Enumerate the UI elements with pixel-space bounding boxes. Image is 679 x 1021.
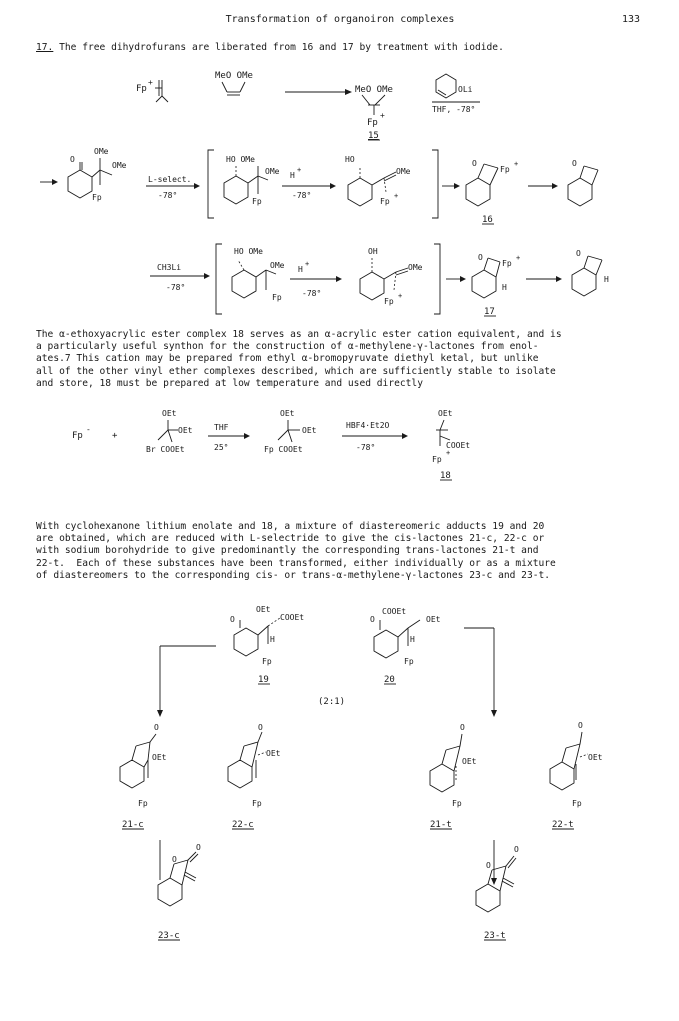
bromopyruvate-ketal	[146, 409, 193, 454]
svg-text:+: +	[514, 160, 519, 168]
fp-c: Fp	[380, 197, 390, 206]
fp-label: Fp	[136, 84, 147, 94]
oet-19: OEt	[256, 605, 271, 614]
svg-text:+: +	[297, 166, 302, 174]
svg-text:+: +	[516, 254, 521, 262]
cond-m78-b: -78°	[292, 191, 312, 200]
oet-2: OEt	[280, 409, 295, 418]
h-17: H	[502, 283, 507, 292]
hbf4-reagent: HBF4·Et2O	[346, 421, 390, 430]
dihydrofuran-17	[572, 249, 609, 296]
lithium-enolate	[432, 74, 480, 114]
running-title: Transformation of organoiron complexes	[225, 14, 455, 25]
thf-reagent: THF	[214, 423, 229, 432]
compound-22c-label: 22-c	[232, 820, 254, 830]
oh-label: OH	[368, 247, 378, 256]
fp-b: Fp	[252, 197, 262, 206]
compound-19-structure	[230, 605, 304, 685]
ketone-o: O	[70, 155, 75, 164]
compound-20-structure	[370, 607, 441, 685]
compound-22t-structure	[550, 721, 603, 830]
paragraph-1-line: ates.7 This cation may be prepared from ethyl α-bromopyruvate diethyl ketal, but unlike	[36, 353, 539, 365]
paragraph-2	[36, 521, 556, 582]
product-fp: Fp	[367, 118, 378, 128]
meo-ome-label: MeO OMe	[215, 71, 253, 81]
vinyl-cation-intermediate	[345, 155, 411, 206]
compound-15-label: 15	[368, 131, 379, 141]
cond-m78-a: -78°	[158, 191, 178, 200]
cond-m78-e: -78°	[356, 443, 376, 452]
h-17b: H	[604, 275, 609, 284]
o-19: O	[230, 615, 235, 624]
ring-o-23t: O	[486, 861, 491, 870]
compound-18-label: 18	[440, 471, 451, 481]
oet-21t: OEt	[462, 757, 477, 766]
bracket-left-2	[216, 244, 222, 314]
fp-19: Fp	[262, 657, 272, 666]
o-17b: O	[576, 249, 581, 258]
o-23c: O	[196, 843, 201, 852]
thf-condition: THF, -78°	[432, 105, 476, 114]
paragraph-2-line: 22-t. Each of these substances have been transformed, either individually or as a mixture	[36, 557, 556, 569]
fp-2: Fp	[272, 293, 282, 302]
svg-text:+: +	[446, 449, 451, 457]
svg-text:+: +	[394, 192, 399, 200]
ketone-adduct	[68, 147, 127, 202]
o-20: O	[370, 615, 375, 624]
paragraph-2-line: With cyclohexanone lithium enolate and 18, a mixture of diastereomeric adducts 19 and 20	[36, 521, 545, 532]
o-16: O	[472, 159, 477, 168]
compound-23t-structure	[476, 845, 519, 941]
dihydrofuran-16	[568, 159, 598, 206]
cond-m78-c: -78°	[166, 283, 186, 292]
compound-21c-label: 21-c	[122, 820, 144, 830]
compound-23c-structure	[158, 843, 201, 941]
bracket-right-2	[434, 244, 440, 314]
svg-text:+: +	[398, 292, 403, 300]
ho-ome: HO OMe	[226, 155, 255, 164]
cooet-19: COOEt	[280, 613, 305, 622]
compound-21c-structure	[120, 723, 167, 830]
svg-text:+: +	[305, 260, 310, 268]
fp-vinyl-cation	[136, 78, 168, 102]
bracket-right	[432, 150, 438, 218]
o-22t: O	[578, 721, 583, 730]
cond-m78-d: -78°	[302, 289, 322, 298]
item-17-text: The free dihydrofurans are liberated from 16 and 17 by treatment with iodide.	[53, 42, 504, 53]
fp-22c: Fp	[252, 799, 262, 808]
ho-label: HO	[345, 155, 355, 164]
h-plus: H	[290, 171, 295, 180]
compound-16-structure	[466, 159, 518, 225]
oet-22t: OEt	[588, 753, 603, 762]
oet-1b: OEt	[178, 426, 193, 435]
paragraph-1-line: and store, 18 must be prepared at low temperature and used directly	[36, 377, 423, 389]
paragraph-1-line: The α-ethoxyacrylic ester complex 18 serves as an α-acrylic ester cation equivalent, and is	[36, 329, 562, 340]
svg-text:+: +	[148, 78, 153, 87]
product-meo-ome: MeO OMe	[355, 85, 393, 95]
h-20: H	[410, 635, 415, 644]
tertiary-alcohol-intermediate	[232, 247, 285, 302]
compound-19-label: 19	[258, 675, 269, 685]
fp-17: Fp	[502, 259, 512, 268]
compound-21t-label: 21-t	[430, 820, 452, 830]
temp-25: 25°	[214, 443, 229, 452]
oet-3: OEt	[438, 409, 453, 418]
ome-2b: OMe	[408, 263, 423, 272]
compound-17-label: 17	[484, 307, 495, 317]
o-22c: O	[258, 723, 263, 732]
o-23t: O	[514, 845, 519, 854]
paragraph-1	[36, 329, 562, 390]
dimethoxy-alkene	[215, 71, 253, 95]
oli-label: OLi	[458, 85, 473, 94]
br-cooet: Br COOEt	[146, 445, 185, 454]
paragraph-1-line: all of the other vinyl ether complexes described, which are sufficiently stable to isolate	[36, 365, 556, 377]
compound-18-structure	[432, 409, 470, 481]
cooet-20: COOEt	[382, 607, 407, 616]
o-16b: O	[572, 159, 577, 168]
fp-18: Fp	[432, 455, 442, 464]
paragraph-2-line: are obtained, which are reduced with L-selectride to give the cis-lactones 21-c, 22-c or	[36, 533, 545, 545]
fp-d: Fp	[500, 165, 510, 174]
fp-21c: Fp	[138, 799, 148, 808]
paragraph-2-line: of diastereomers to the corresponding cis- or trans-α-methylene-γ-lactones 23-c and 23-t.	[36, 569, 551, 581]
fp-left: Fp	[92, 193, 102, 202]
cooet-3: COOEt	[446, 441, 471, 450]
fp-21t: Fp	[452, 799, 462, 808]
ome-side: OMe	[112, 161, 127, 170]
h-19: H	[270, 635, 275, 644]
fp-20: Fp	[404, 657, 414, 666]
fp-cooet: Fp COOEt	[264, 445, 303, 454]
fp-2b: Fp	[384, 297, 394, 306]
ome-2: OMe	[270, 261, 285, 270]
oet-2b: OEt	[302, 426, 317, 435]
svg-text:-: -	[86, 425, 91, 434]
compound-22t-label: 22-t	[552, 820, 574, 830]
ome-top: OMe	[94, 147, 109, 156]
compound-23c-label: 23-c	[158, 931, 180, 941]
lselect-reagent: L-select.	[148, 175, 192, 184]
oet-21c: OEt	[152, 753, 167, 762]
fp-ketal-ester	[264, 409, 317, 454]
compound-17-structure	[472, 253, 520, 317]
oet-20: OEt	[426, 615, 441, 624]
paragraph-2-line: with sodium borohydride to give predominantly the corresponding trans-lactones 21-t and	[36, 545, 539, 557]
diastereomer-ratio: (2:1)	[318, 697, 346, 707]
ome-c: OMe	[396, 167, 411, 176]
plus-sign: +	[112, 431, 118, 441]
ring-o-23c: O	[172, 855, 177, 864]
fp-22t: Fp	[572, 799, 582, 808]
oet-1: OEt	[162, 409, 177, 418]
compound-20-label: 20	[384, 675, 395, 685]
h-plus-2: H	[298, 265, 303, 274]
hydroxy-intermediate	[224, 155, 280, 206]
page-number: 133	[621, 14, 640, 25]
paragraph-1-line: a particularly useful synthon for the construction of α-methylene-γ-lactones from enol-	[36, 341, 539, 353]
vinyl-cation-2	[360, 247, 423, 306]
compound-21t-structure	[430, 723, 477, 830]
fp-anion: Fp	[72, 431, 83, 441]
svg-text:+: +	[380, 111, 385, 120]
compound-16-label: 16	[482, 215, 493, 225]
o-21t: O	[460, 723, 465, 732]
compound-23t-label: 23-t	[484, 931, 506, 941]
compound-22c-structure	[228, 723, 281, 830]
compound-15-structure	[355, 85, 393, 141]
ho-ome-2: HO OMe	[234, 247, 263, 256]
item-17-number: 17.	[36, 42, 54, 53]
arrow-head	[345, 89, 352, 95]
oet-22c: OEt	[266, 749, 281, 758]
o-21c: O	[154, 723, 159, 732]
bracket-left	[208, 150, 214, 218]
ome-b: OMe	[265, 167, 280, 176]
o-17: O	[478, 253, 483, 262]
ch3li-reagent: CH3Li	[157, 263, 182, 272]
